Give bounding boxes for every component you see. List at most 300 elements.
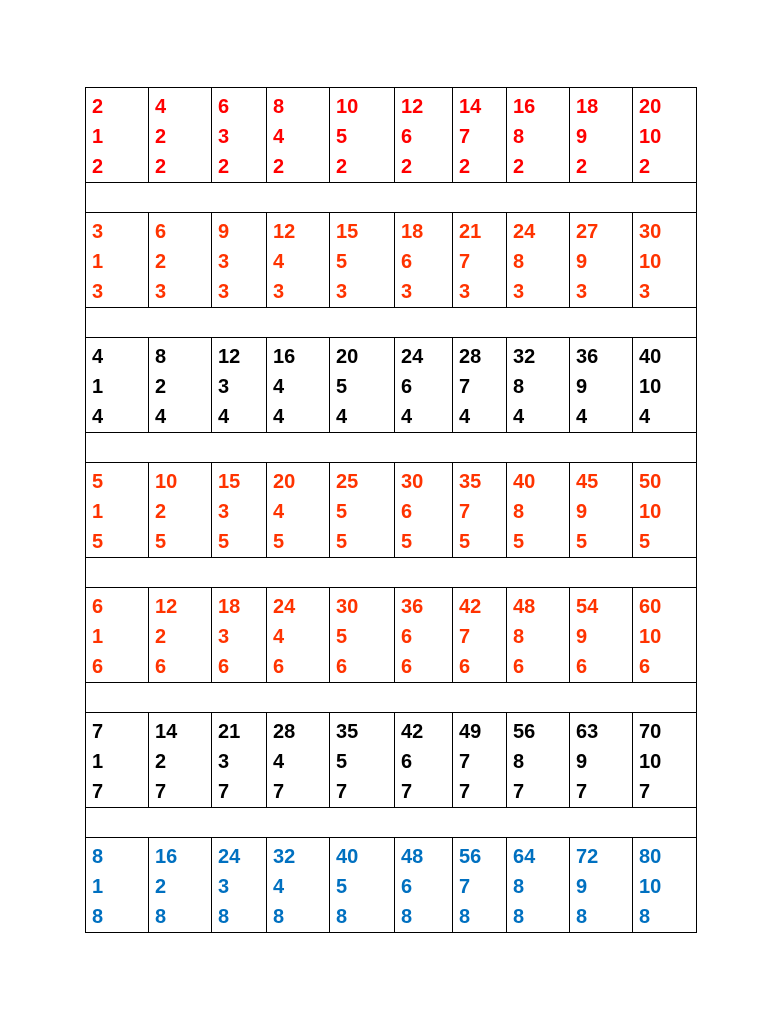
factor-number: 10 — [639, 126, 662, 148]
fact-row — [86, 338, 697, 433]
factor-number: 8 — [513, 876, 525, 898]
factor-number: 3 — [218, 876, 230, 898]
fact-cell — [507, 463, 570, 558]
product-number: 12 — [218, 346, 241, 368]
multiplier-number: 6 — [218, 656, 230, 678]
factor-number: 1 — [92, 626, 104, 648]
product-number: 24 — [218, 846, 241, 868]
table-body — [86, 88, 697, 933]
factor-number: 7 — [459, 876, 471, 898]
fact-cell — [570, 588, 633, 683]
fact-cell — [330, 838, 395, 933]
fact-cell — [395, 588, 453, 683]
product-number: 8 — [155, 346, 167, 368]
fact-cell — [267, 713, 330, 808]
fact-cell-numbers — [212, 588, 266, 682]
multiplier-number: 2 — [92, 156, 104, 178]
fact-cell — [453, 588, 507, 683]
fact-cell-numbers — [570, 213, 632, 307]
product-number: 70 — [639, 721, 662, 743]
fact-cell-numbers — [330, 713, 394, 807]
fact-cell-numbers — [453, 213, 506, 307]
fact-cell-numbers — [149, 838, 211, 932]
multiplier-number: 2 — [336, 156, 348, 178]
factor-number: 2 — [155, 876, 167, 898]
factor-number: 5 — [336, 376, 348, 398]
fact-cell — [149, 88, 212, 183]
factor-number: 7 — [459, 501, 471, 523]
fact-cell-numbers — [633, 338, 696, 432]
product-number: 50 — [639, 471, 662, 493]
factor-number: 6 — [401, 501, 413, 523]
factor-number: 8 — [513, 626, 525, 648]
fact-cell — [570, 838, 633, 933]
factor-number: 9 — [576, 251, 588, 273]
multiplier-number: 4 — [218, 406, 230, 428]
fact-row — [86, 463, 697, 558]
fact-cell — [330, 713, 395, 808]
fact-cell-numbers — [395, 463, 452, 557]
fact-cell — [330, 88, 395, 183]
fact-row — [86, 838, 697, 933]
product-number: 30 — [639, 221, 662, 243]
multiplier-number: 3 — [576, 281, 588, 303]
product-number: 56 — [513, 721, 536, 743]
product-number: 18 — [576, 96, 599, 118]
fact-cell — [395, 838, 453, 933]
fact-cell — [453, 838, 507, 933]
fact-cell-numbers — [395, 713, 452, 807]
product-number: 80 — [639, 846, 662, 868]
product-number: 27 — [576, 221, 599, 243]
factor-number: 7 — [459, 751, 471, 773]
fact-row — [86, 213, 697, 308]
fact-cell-numbers — [395, 588, 452, 682]
multiplier-number: 8 — [576, 906, 588, 928]
fact-cell — [86, 838, 149, 933]
product-number: 2 — [92, 96, 104, 118]
multiplier-number: 2 — [218, 156, 230, 178]
fact-cell-numbers — [570, 838, 632, 932]
factor-number: 5 — [336, 876, 348, 898]
multiplier-number: 4 — [401, 406, 413, 428]
fact-cell — [633, 838, 697, 933]
product-number: 10 — [155, 471, 178, 493]
product-number: 24 — [273, 596, 296, 618]
fact-cell-numbers — [86, 88, 148, 182]
factor-number: 7 — [459, 126, 471, 148]
multiplier-number: 4 — [155, 406, 167, 428]
product-number: 15 — [336, 221, 359, 243]
multiplier-number: 3 — [513, 281, 525, 303]
fact-cell-numbers — [267, 338, 329, 432]
fact-cell-numbers — [86, 213, 148, 307]
separator-cell — [86, 558, 697, 588]
fact-cell-numbers — [507, 213, 569, 307]
product-number: 6 — [155, 221, 167, 243]
product-number: 8 — [92, 846, 104, 868]
fact-cell-numbers — [212, 463, 266, 557]
multiplier-number: 2 — [155, 156, 167, 178]
factor-number: 4 — [273, 501, 285, 523]
factor-number: 2 — [155, 751, 167, 773]
factor-number: 2 — [155, 126, 167, 148]
fact-row — [86, 713, 697, 808]
factor-number: 4 — [273, 876, 285, 898]
fact-cell-numbers — [267, 213, 329, 307]
fact-cell-numbers — [453, 838, 506, 932]
product-number: 42 — [401, 721, 424, 743]
fact-table — [85, 87, 697, 933]
factor-number: 10 — [639, 876, 662, 898]
multiplier-number: 6 — [336, 656, 348, 678]
fact-cell-numbers — [330, 88, 394, 182]
fact-cell — [395, 338, 453, 433]
product-number: 16 — [155, 846, 178, 868]
factor-number: 10 — [639, 251, 662, 273]
product-number: 3 — [92, 221, 104, 243]
product-number: 12 — [155, 596, 178, 618]
fact-cell-numbers — [212, 713, 266, 807]
fact-cell-numbers — [149, 713, 211, 807]
fact-cell-numbers — [212, 338, 266, 432]
fact-cell-numbers — [86, 588, 148, 682]
factor-number: 7 — [459, 376, 471, 398]
product-number: 12 — [273, 221, 296, 243]
multiplier-number: 6 — [155, 656, 167, 678]
fact-cell — [570, 213, 633, 308]
factor-number: 5 — [336, 751, 348, 773]
multiplier-number: 7 — [336, 781, 348, 803]
factor-number: 5 — [336, 626, 348, 648]
fact-cell-numbers — [570, 588, 632, 682]
fact-cell-numbers — [507, 838, 569, 932]
fact-cell — [633, 213, 697, 308]
factor-number: 1 — [92, 376, 104, 398]
product-number: 20 — [273, 471, 296, 493]
fact-cell — [149, 463, 212, 558]
fact-cell — [149, 213, 212, 308]
multiplier-number: 7 — [576, 781, 588, 803]
multiplier-number: 5 — [513, 531, 525, 553]
factor-number: 9 — [576, 376, 588, 398]
fact-cell-numbers — [633, 213, 696, 307]
multiplier-number: 7 — [401, 781, 413, 803]
separator-cell — [86, 683, 697, 713]
fact-cell-numbers — [149, 463, 211, 557]
multiplier-number: 6 — [273, 656, 285, 678]
fact-cell-numbers — [86, 463, 148, 557]
fact-cell — [570, 88, 633, 183]
product-number: 9 — [218, 221, 230, 243]
fact-cell — [212, 213, 267, 308]
factor-number: 3 — [218, 626, 230, 648]
fact-cell-numbers — [330, 213, 394, 307]
factor-number: 5 — [336, 251, 348, 273]
product-number: 20 — [336, 346, 359, 368]
fact-cell — [633, 713, 697, 808]
multiplier-number: 6 — [92, 656, 104, 678]
factor-number: 4 — [273, 751, 285, 773]
fact-cell-numbers — [212, 213, 266, 307]
factor-number: 10 — [639, 376, 662, 398]
multiplier-number: 7 — [155, 781, 167, 803]
product-number: 4 — [155, 96, 167, 118]
fact-cell-numbers — [212, 838, 266, 932]
fact-cell-numbers — [267, 713, 329, 807]
product-number: 64 — [513, 846, 536, 868]
factor-number: 2 — [155, 626, 167, 648]
fact-family-sheet — [85, 87, 696, 933]
fact-cell — [267, 463, 330, 558]
fact-cell — [212, 88, 267, 183]
fact-cell — [633, 88, 697, 183]
product-number: 45 — [576, 471, 599, 493]
fact-cell — [212, 588, 267, 683]
fact-cell-numbers — [330, 588, 394, 682]
factor-number: 1 — [92, 501, 104, 523]
multiplier-number: 2 — [401, 156, 413, 178]
fact-cell — [86, 338, 149, 433]
product-number: 18 — [218, 596, 241, 618]
multiplier-number: 7 — [513, 781, 525, 803]
multiplier-number: 8 — [459, 906, 471, 928]
product-number: 63 — [576, 721, 599, 743]
fact-cell-numbers — [507, 463, 569, 557]
multiplier-number: 6 — [513, 656, 525, 678]
product-number: 30 — [401, 471, 424, 493]
fact-cell — [212, 338, 267, 433]
fact-cell — [330, 338, 395, 433]
separator-row — [86, 808, 697, 838]
product-number: 4 — [92, 346, 104, 368]
fact-cell-numbers — [267, 88, 329, 182]
factor-number: 9 — [576, 626, 588, 648]
factor-number: 8 — [513, 376, 525, 398]
fact-cell — [507, 338, 570, 433]
multiplier-number: 5 — [639, 531, 651, 553]
fact-cell — [212, 463, 267, 558]
product-number: 40 — [336, 846, 359, 868]
fact-cell-numbers — [507, 588, 569, 682]
multiplier-number: 8 — [92, 906, 104, 928]
fact-cell-numbers — [453, 713, 506, 807]
fact-cell — [633, 338, 697, 433]
fact-cell-numbers — [267, 463, 329, 557]
multiplier-number: 7 — [273, 781, 285, 803]
separator-row — [86, 183, 697, 213]
product-number: 35 — [336, 721, 359, 743]
fact-cell — [149, 588, 212, 683]
multiplier-number: 2 — [576, 156, 588, 178]
multiplier-number: 3 — [336, 281, 348, 303]
product-number: 21 — [218, 721, 241, 743]
factor-number: 4 — [273, 251, 285, 273]
factor-number: 1 — [92, 126, 104, 148]
multiplier-number: 6 — [639, 656, 651, 678]
product-number: 12 — [401, 96, 424, 118]
fact-row — [86, 88, 697, 183]
product-number: 72 — [576, 846, 599, 868]
fact-cell — [395, 713, 453, 808]
fact-cell — [507, 713, 570, 808]
separator-cell — [86, 433, 697, 463]
fact-cell — [330, 463, 395, 558]
factor-number: 4 — [273, 626, 285, 648]
multiplier-number: 4 — [336, 406, 348, 428]
factor-number: 4 — [273, 376, 285, 398]
product-number: 6 — [218, 96, 230, 118]
factor-number: 9 — [576, 501, 588, 523]
factor-number: 7 — [459, 626, 471, 648]
fact-cell-numbers — [86, 338, 148, 432]
fact-cell-numbers — [453, 338, 506, 432]
multiplier-number: 8 — [218, 906, 230, 928]
multiplier-number: 4 — [459, 406, 471, 428]
factor-number: 1 — [92, 751, 104, 773]
fact-cell-numbers — [507, 713, 569, 807]
product-number: 49 — [459, 721, 482, 743]
product-number: 14 — [459, 96, 482, 118]
factor-number: 6 — [401, 876, 413, 898]
fact-cell-numbers — [633, 838, 696, 932]
fact-cell-numbers — [570, 713, 632, 807]
multiplier-number: 2 — [639, 156, 651, 178]
factor-number: 3 — [218, 376, 230, 398]
product-number: 32 — [513, 346, 536, 368]
product-number: 32 — [273, 846, 296, 868]
fact-cell-numbers — [267, 588, 329, 682]
factor-number: 8 — [513, 126, 525, 148]
fact-cell — [507, 88, 570, 183]
fact-cell — [570, 338, 633, 433]
fact-cell-numbers — [633, 713, 696, 807]
fact-cell — [86, 213, 149, 308]
factor-number: 3 — [218, 251, 230, 273]
product-number: 56 — [459, 846, 482, 868]
product-number: 60 — [639, 596, 662, 618]
multiplier-number: 4 — [639, 406, 651, 428]
factor-number: 3 — [218, 501, 230, 523]
product-number: 15 — [218, 471, 241, 493]
product-number: 54 — [576, 596, 599, 618]
factor-number: 9 — [576, 876, 588, 898]
factor-number: 3 — [218, 751, 230, 773]
product-number: 25 — [336, 471, 359, 493]
fact-cell-numbers — [330, 463, 394, 557]
fact-cell-numbers — [453, 588, 506, 682]
factor-number: 10 — [639, 501, 662, 523]
multiplier-number: 4 — [576, 406, 588, 428]
multiplier-number: 3 — [92, 281, 104, 303]
separator-cell — [86, 183, 697, 213]
multiplier-number: 4 — [273, 406, 285, 428]
fact-cell-numbers — [149, 213, 211, 307]
multiplier-number: 8 — [155, 906, 167, 928]
factor-number: 10 — [639, 626, 662, 648]
fact-cell — [86, 88, 149, 183]
factor-number: 2 — [155, 376, 167, 398]
multiplier-number: 8 — [336, 906, 348, 928]
factor-number: 7 — [459, 251, 471, 273]
product-number: 16 — [513, 96, 536, 118]
product-number: 24 — [401, 346, 424, 368]
separator-cell — [86, 808, 697, 838]
factor-number: 10 — [639, 751, 662, 773]
multiplier-number: 8 — [639, 906, 651, 928]
multiplier-number: 5 — [401, 531, 413, 553]
multiplier-number: 7 — [92, 781, 104, 803]
factor-number: 1 — [92, 251, 104, 273]
fact-cell — [267, 213, 330, 308]
product-number: 35 — [459, 471, 482, 493]
multiplier-number: 5 — [155, 531, 167, 553]
fact-cell — [570, 463, 633, 558]
factor-number: 5 — [336, 126, 348, 148]
fact-cell — [395, 463, 453, 558]
fact-cell-numbers — [86, 713, 148, 807]
multiplier-number: 3 — [459, 281, 471, 303]
fact-cell-numbers — [395, 838, 452, 932]
fact-cell-numbers — [395, 338, 452, 432]
product-number: 28 — [273, 721, 296, 743]
fact-cell — [149, 338, 212, 433]
fact-cell — [212, 838, 267, 933]
product-number: 7 — [92, 721, 104, 743]
multiplier-number: 2 — [459, 156, 471, 178]
fact-cell — [453, 338, 507, 433]
fact-cell — [86, 463, 149, 558]
factor-number: 2 — [155, 251, 167, 273]
multiplier-number: 3 — [273, 281, 285, 303]
fact-cell-numbers — [86, 838, 148, 932]
multiplier-number: 6 — [401, 656, 413, 678]
fact-cell — [453, 88, 507, 183]
separator-row — [86, 308, 697, 338]
product-number: 16 — [273, 346, 296, 368]
fact-cell — [395, 88, 453, 183]
multiplier-number: 7 — [639, 781, 651, 803]
multiplier-number: 5 — [273, 531, 285, 553]
product-number: 20 — [639, 96, 662, 118]
product-number: 24 — [513, 221, 536, 243]
multiplier-number: 8 — [273, 906, 285, 928]
factor-number: 9 — [576, 751, 588, 773]
product-number: 36 — [576, 346, 599, 368]
fact-cell-numbers — [149, 588, 211, 682]
product-number: 21 — [459, 221, 482, 243]
fact-cell-numbers — [570, 338, 632, 432]
product-number: 14 — [155, 721, 178, 743]
multiplier-number: 2 — [273, 156, 285, 178]
factor-number: 3 — [218, 126, 230, 148]
product-number: 40 — [639, 346, 662, 368]
fact-cell-numbers — [330, 838, 394, 932]
multiplier-number: 5 — [92, 531, 104, 553]
multiplier-number: 5 — [336, 531, 348, 553]
fact-cell — [453, 463, 507, 558]
product-number: 8 — [273, 96, 285, 118]
fact-cell — [86, 588, 149, 683]
fact-row — [86, 588, 697, 683]
factor-number: 6 — [401, 751, 413, 773]
fact-cell — [633, 463, 697, 558]
fact-cell — [267, 588, 330, 683]
fact-cell-numbers — [570, 463, 632, 557]
product-number: 18 — [401, 221, 424, 243]
factor-number: 8 — [513, 751, 525, 773]
product-number: 48 — [401, 846, 424, 868]
